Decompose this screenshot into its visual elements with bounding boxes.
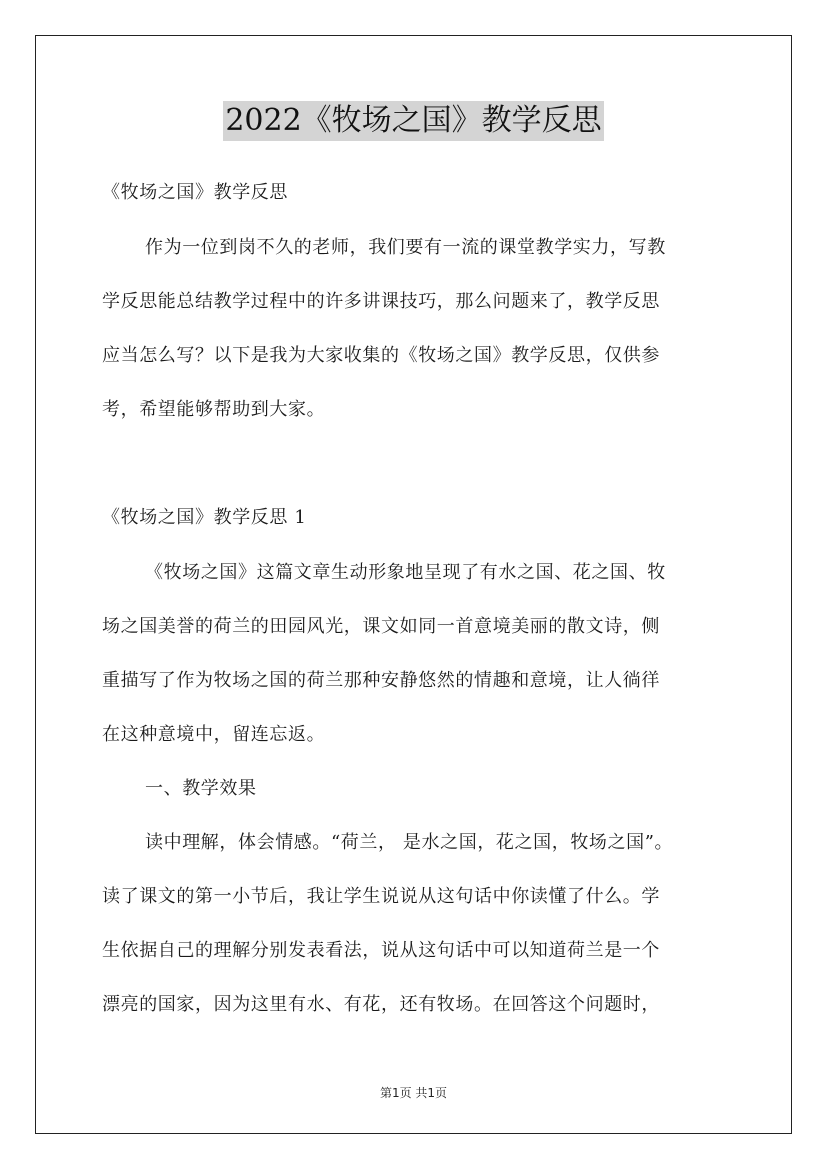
para2-line-2: 读了课文的第一小节后，我让学生说说从这句话中你读懂了什么。学 xyxy=(102,886,660,907)
page-number: 第1页 共1页 xyxy=(379,1086,448,1100)
section-heading-1: 一、教学效果 xyxy=(145,778,257,799)
intro-line-2: 学反思能总结教学过程中的许多讲课技巧，那么问题来了，教学反思 xyxy=(102,291,660,312)
para2-line-3: 生依据自己的理解分别发表看法，说从这句话中可以知道荷兰是一个 xyxy=(102,940,660,961)
para2-line-1: 读中理解，体会情感。“荷兰， 是水之国，花之国，牧场之国”。 xyxy=(145,832,674,853)
intro-line-1: 作为一位到岗不久的老师，我们要有一流的课堂教学实力，写教 xyxy=(145,237,666,258)
intro-line-4: 考，希望能够帮助到大家。 xyxy=(102,399,326,420)
heading-main: 《牧场之国》教学反思 xyxy=(102,182,288,203)
intro-line-3: 应当怎么写？以下是我为大家收集的《牧场之国》教学反思，仅供参 xyxy=(102,345,660,366)
para1-line-2: 场之国美誉的荷兰的田园风光，课文如同一首意境美丽的散文诗，侧 xyxy=(102,616,660,637)
document-title: 2022《牧场之国》教学反思 xyxy=(223,101,603,141)
para1-line-1: 《牧场之国》这篇文章生动形象地呈现了有水之国、花之国、牧 xyxy=(145,562,666,583)
title-container xyxy=(0,101,827,141)
para1-line-3: 重描写了作为牧场之国的荷兰那种安静悠然的情趣和意境，让人徜徉 xyxy=(102,670,660,691)
para1-line-4: 在这种意境中，留连忘返。 xyxy=(102,724,326,745)
heading-reflection-1: 《牧场之国》教学反思 1 xyxy=(102,507,307,528)
para2-line-4: 漂亮的国家，因为这里有水、有花，还有牧场。在回答这个问题时， xyxy=(102,994,660,1015)
